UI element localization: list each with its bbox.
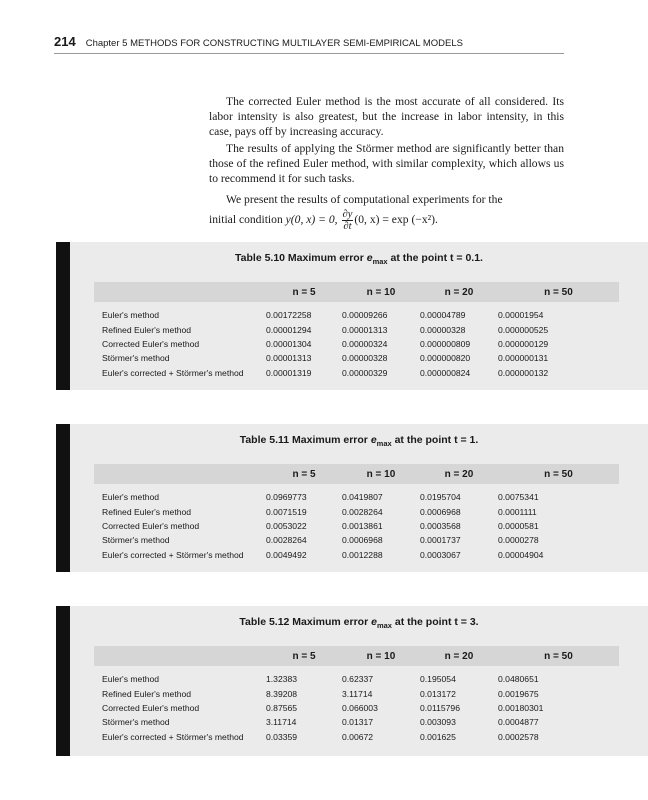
table-caption: Table 5.10 Maximum error $e_{max}$ at the point t = 0.1.: [235, 252, 483, 267]
table-row: Euler's method 0.00172258 0.00009266 0.00004789 0.00001954: [102, 310, 544, 321]
column-header: n = 5: [292, 286, 316, 298]
table-5-11: [94, 464, 619, 562]
table-marker-bar: [56, 606, 70, 756]
table-caption: Table 5.11 Maximum error $e_{max}$ at the point t = 1.: [239, 434, 479, 449]
table-row: Euler's method 1.32383 0.62337 0.195054 0.0480651: [102, 674, 539, 685]
table-row: Euler's corrected + Störmer's method 0.0049492 0.0012288 0.0003067 0.00004904: [102, 549, 544, 560]
column-header: n = 50: [544, 650, 573, 662]
table-block-5-11: [56, 424, 648, 572]
table-row: Störmer's method 0.00001313 0.00000328 0.000000820 0.000000131: [102, 353, 549, 364]
column-header: n = 20: [444, 286, 474, 298]
table-row: Corrected Euler's method 0.0053022 0.0013861 0.0003568 0.0000581: [102, 520, 539, 531]
column-header: n = 10: [366, 468, 396, 480]
table-caption: Table 5.12 Maximum error $e_{max}$ at the point t = 3.: [239, 616, 479, 631]
column-header: n = 5: [292, 468, 316, 480]
chapter-title: Chapter 5 METHODS FOR CONSTRUCTING MULTILAYER SEMI-EMPIRICAL MODELS: [85, 38, 463, 49]
table-row: Corrected Euler's method 0.87565 0.066003 0.0115796 0.00180301: [102, 702, 544, 713]
table-row: Refined Euler's method 0.0071519 0.0028264 0.0006968 0.0001111: [102, 506, 537, 517]
condition-rest: (0, x) = exp (−x²).: [354, 213, 438, 227]
paragraph-2: The results of applying the Störmer method are significantly better than those of the refined Euler method, with similar complexity, which allows us to recommend it for such tasks.: [209, 142, 564, 185]
paragraph-1: The corrected Euler method is the most accurate of all considered. Its labor intensity is also greatest, but the increase in labor intensity, in this case, pays off by increasing accuracy.: [209, 95, 564, 138]
paragraph-3-text: We present the results of computational experiments for the: [226, 193, 503, 206]
column-header: n = 50: [544, 468, 573, 480]
body-text: [209, 94, 564, 232]
column-header: n = 10: [366, 650, 396, 662]
partial-derivative: [342, 209, 354, 232]
table-row: Refined Euler's method 8.39208 3.11714 0.013172 0.0019675: [102, 688, 539, 699]
table-5-12: [94, 646, 619, 744]
table-header-row: [94, 646, 619, 666]
table-header-row: [94, 464, 619, 484]
table-marker-bar: [56, 242, 70, 390]
table-row: Euler's corrected + Störmer's method 0.03359 0.00672 0.001625 0.0002578: [102, 731, 539, 742]
table-5-10: [94, 282, 619, 380]
condition-y0: y(0, x) = 0,: [285, 213, 338, 227]
table-row: Corrected Euler's method 0.00001304 0.00000324 0.000000809 0.000000129: [102, 338, 549, 349]
column-header: n = 20: [444, 650, 474, 662]
paragraph-3: [209, 192, 564, 207]
table-row: Euler's corrected + Störmer's method 0.00001319 0.00000329 0.000000824 0.000000132: [102, 367, 549, 378]
condition-prefix: initial condition: [209, 213, 283, 227]
table-block-5-10: [56, 242, 648, 390]
column-header: n = 20: [444, 468, 474, 480]
initial-condition: [209, 209, 564, 232]
table-row: Störmer's method 3.11714 0.01317 0.003093 0.0004877: [102, 717, 539, 728]
running-header: [54, 34, 564, 54]
column-header: n = 5: [292, 650, 316, 662]
table-block-5-12: [56, 606, 648, 756]
table-marker-bar: [56, 424, 70, 572]
table-row: Euler's method 0.0969773 0.0419807 0.0195704 0.0075341: [102, 492, 539, 503]
table-header-row: [94, 282, 619, 302]
table-row: Refined Euler's method 0.00001294 0.00001313 0.00000328 0.000000525: [102, 324, 549, 335]
page-number: 214: [54, 34, 76, 49]
column-header: n = 50: [544, 286, 573, 298]
derivative-numerator: ∂y: [342, 209, 353, 220]
table-row: Störmer's method 0.0028264 0.0006968 0.0001737 0.0000278: [102, 535, 539, 546]
derivative-denominator: ∂t: [343, 221, 352, 232]
column-header: n = 10: [366, 286, 396, 298]
